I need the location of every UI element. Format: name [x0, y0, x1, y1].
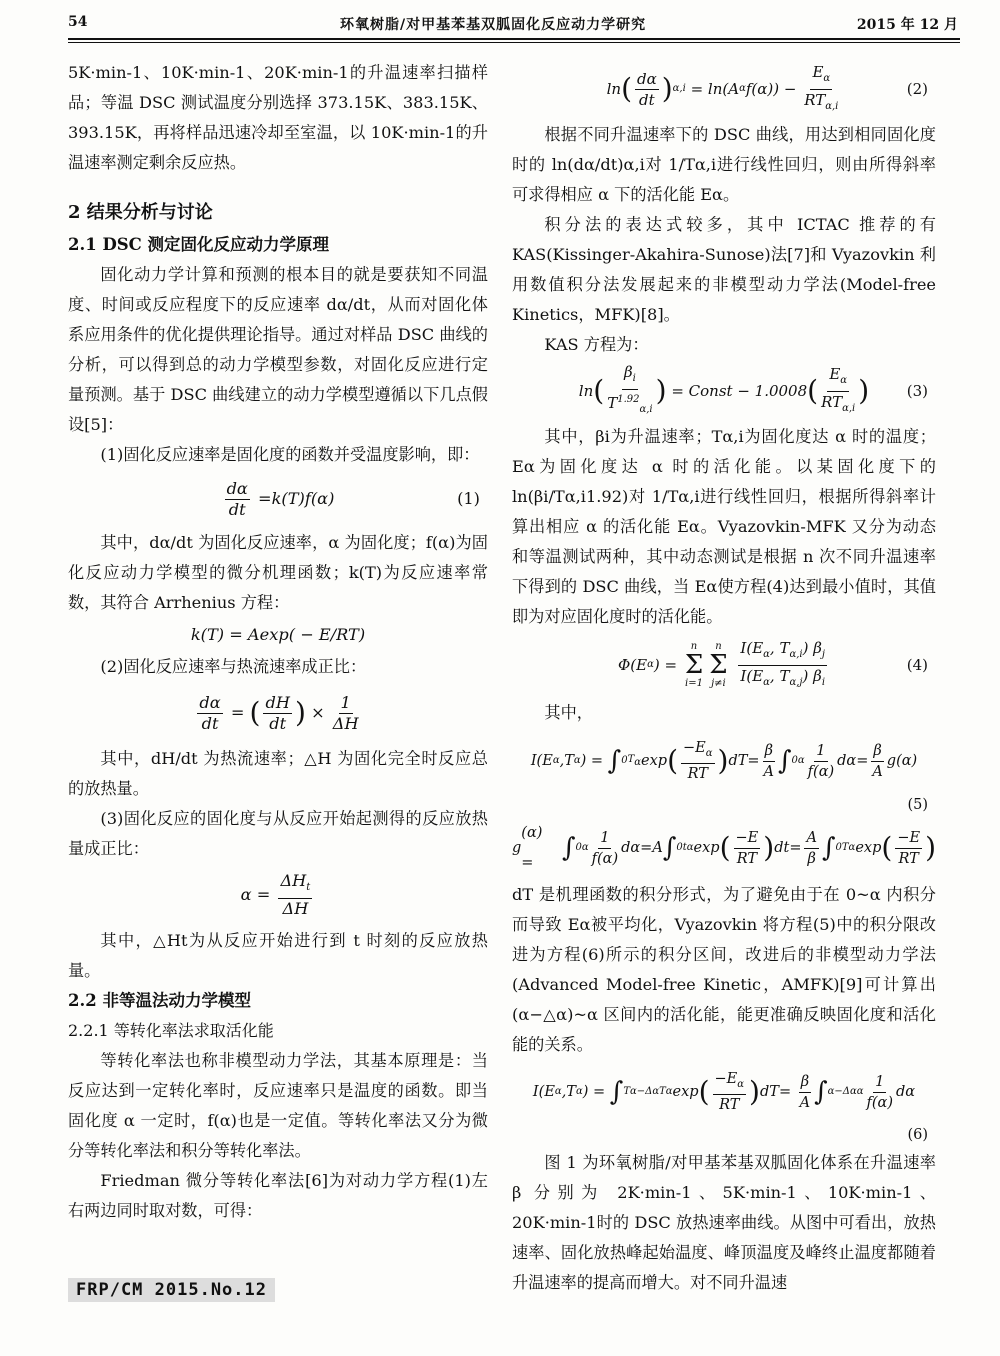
paragraph: 其中，: [544, 703, 593, 722]
paragraph: 固化动力学计算和预测的根本目的就是要获知不同温度、时间或反应程度下的反应速率 dα/dt，从而对固化体系应用条件的优化提供理论指导。通过对样品 DSC 曲线的分析，可以得到总的动力学模型参数，对固化反应进行定量预测。基于 DSC 曲线建立的动力学模型遵循以下几点假设[5]：: [68, 265, 488, 434]
paragraph: 其中，△Ht为从反应开始进行到 t 时刻的反应放热量。: [68, 931, 488, 980]
arrhenius-equation: k(T) = Aexp( − E/RT): [190, 625, 366, 644]
paragraph: 5K·min-1、10K·min-1、20K·min-1的升温速率扫描样品；等温 DSC 测试温度分别选择 373.15K、383.15K、393.15K，再将样品迅速冷却至室温，以 10K·min-1的升温速率测定剩余反应热。: [68, 63, 488, 172]
equation-4: Φ( E α ) = n Σ i=1 n Σ j≠i $\frac{I(E_\alpha, T_{\alpha,i}) \beta_j}{I(E_\alpha, T_{\alpha,j}) \beta_i}$ (4): [617, 638, 928, 689]
paragraph: 等转化率法也称非模型动力学法，其基本原理是：当反应达到一定转化率时，反应速率只是温度的函数。即当固化度 α 一定时，f(α)也是一定值。等转化率法又分为微分等转化率法和积分等转化率法。: [68, 1051, 488, 1160]
paragraph: 图 1 为环氧树脂/对甲基苯基双胍固化体系在升温速率 β 分别为 2K·min-1、5K·min-1、10K·min-1、20K·min-1时的 DSC 放热速率曲线。从图中可看出，放热速率、固化放热峰起始温度、峰顶温度及峰终止温度都随着升温速率的提高而增大。对不同升温速: [512, 1153, 936, 1292]
paragraph: 其中，dα/dt 为固化反应速率，α 为固化度；f(α)为固化反应动力学模型的微分机理函数；k(T)为反应速率常数，其符合 Arrhenius 方程：: [68, 533, 488, 612]
equation-3: ln ( $\frac{\beta_i}{T^{1.92}_{\alpha,i}}$ ) = Const − 1.0008 ( $\frac{E_\alpha}{RT_{\alpha,i}}$ ) (3): [578, 363, 928, 415]
page-number: 54: [68, 14, 88, 30]
equation-number: (4): [906, 656, 928, 674]
equation-6: I ( E α , T α ) = ∫ Tα−Δα Tα exp ( $\frac{-E_\alpha}{RT}$ ) d T = $\frac{\beta}{A}$ ∫ α−Δα α $\frac{1}{f(\alpha)}$ dα (6): [512, 1062, 936, 1122]
assumption-3: (3)固化反应的固化度与从反应开始起测得的反应放热量成正比：: [68, 809, 488, 858]
paragraph: 其中，βi为升温速率；Tα,i为固化度达 α 时的温度；Eα为固化度达 α 时的活化能。以某固化度下的 ln(βi/Tα,i1.92)对 1/Tα,i进行线性回归，根据所得斜率计算出相应 α 的活化能 Eα。Vyazovkin-MFK 又分为动态和等温测试两种，其中动态测试是根据 n 次不同升温速率下得到的 DSC 曲线，当 Eα使方程(4)达到最小值时，其值即为对应固化度时的活化能。: [512, 427, 936, 626]
equation-heat-flow: $\frac{d\alpha}{dt}$ = ( $\frac{dH}{dt}$ ) × $\frac{1}{\Delta H}$: [199, 692, 359, 733]
section-heading: 2 结果分析与讨论: [68, 202, 213, 223]
equation-number: (5): [907, 797, 928, 813]
paragraph: 根据不同升温速率下的 DSC 曲线，用达到相同固化度时的 ln(dα/dt)α,i对 1/Tα,i进行线性回归，则由所得斜率可求得相应 α 下的活化能 Eα。: [512, 125, 936, 204]
left-column: [68, 58, 488, 1226]
subsection-heading: 2.2 非等温法动力学模型: [68, 991, 251, 1010]
paragraph: dT 是机理函数的积分形式，为了避免由于在 0~α 内积分而导致 Eα被平均化，Vyazovkin 将方程(5)中的积分限改进为方程(6)所示的积分区间，改进后的非模型动力学法(Advanced Model-free Kinetic，AMFK)[9]可计算出(α−△α)~α 区间内的活化能，能更准确反映固化度和活化能的关系。: [512, 885, 936, 1054]
header-rule-thin: [68, 42, 960, 43]
paragraph: Friedman 微分等转化率法[6]为对动力学方程(1)左右两边同时取对数，可得：: [68, 1171, 488, 1220]
subsubsection-heading: 2.2.1 等转化率法求取活化能: [68, 1021, 274, 1040]
journal-footer: FRP/CM 2015.No.12: [68, 1278, 275, 1302]
equation-2: ln ( $\frac{d\alpha}{dt}$ ) α,i = ln( A α f (α)) − $\frac{E_\alpha}{RT_{\alpha,i}}$ (2): [606, 62, 928, 112]
equation-g-alpha: g (α) = ∫ 0 α $\frac{1}{f(\alpha)}$ dα= A ∫ 0 tα exp ( $\frac{-E}{RT}$ ) d t = $\frac{A}{\beta}$ ∫ 0 Tα exp ( $\frac{-E}{RT}$ ): [512, 825, 936, 871]
equation-5: I ( E α , T α ) = ∫ 0 $T_\alpha$ exp ( $\frac{-E_\alpha}{RT}$ ) d T = $\frac{\beta}{A}$ ∫ 0 α $\frac{1}{f(\alpha)}$ dα= $\frac{\beta}{A}$ g (α) (5): [512, 730, 936, 792]
running-title: 环氧树脂/对甲基苯基双胍固化反应动力学研究: [340, 17, 647, 33]
assumption-2: (2)固化反应速率与热流速率成正比：: [100, 657, 367, 676]
paragraph: 积分法的表达式较多，其中 ICTAC 推荐的有 KAS(Kissinger-Akahira-Sunose)法[7]和 Vyazovkin 利用数值积分法发展起来的非模型动力学法(Model-free Kinetics，MFK)[8]。: [512, 215, 936, 324]
equation-1: $\frac{d\alpha}{dt}$ = k ( T ) f (α) (1): [226, 478, 480, 519]
assumption-1: (1)固化反应速率是固化度的函数并受温度影响，即：: [100, 445, 480, 464]
equation-number: (1): [457, 489, 480, 508]
equation-number: (3): [906, 382, 928, 400]
equation-number: (2): [906, 80, 928, 98]
subsection-heading: 2.1 DSC 测定固化反应动力学原理: [68, 235, 330, 254]
paragraph: 其中，dH/dt 为热流速率；△H 为固化完全时反应总的放热量。: [68, 749, 488, 798]
header-rule: [68, 38, 960, 40]
equation-number: (6): [907, 1127, 928, 1143]
right-column: [512, 58, 936, 1298]
paragraph: KAS 方程为：: [544, 335, 649, 354]
equation-conversion: α = $\frac{\Delta H_t}{\Delta H}$: [240, 870, 311, 919]
issue-date: 2015 年 12 月: [856, 17, 958, 33]
